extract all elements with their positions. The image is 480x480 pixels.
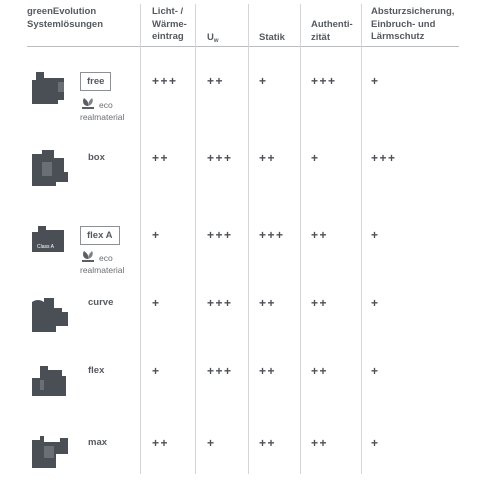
header-rule [27, 46, 459, 47]
rating-auth: +++ [311, 74, 337, 88]
box-profile-icon [28, 148, 72, 188]
header-statik [259, 32, 285, 45]
rating-statik: ++ [259, 151, 277, 165]
header-light-line1: Licht- / [152, 6, 184, 17]
header-safety [371, 6, 454, 44]
row-label-flex: flex [88, 365, 105, 376]
rating-light: ++ [152, 151, 170, 165]
header-safety-line1: Absturzsicherung, [371, 6, 455, 17]
eco-leaf-icon [80, 96, 96, 110]
rating-uw: +++ [207, 364, 233, 378]
rating-statik: ++ [259, 296, 277, 310]
rating-safety: + [371, 228, 380, 242]
header-safety-line2: Einbruch- und [371, 18, 436, 30]
rating-light: ++ [152, 436, 170, 450]
header-system-line2: Systemlösungen [27, 18, 104, 30]
rating-auth: ++ [311, 228, 329, 242]
header-statik-text: Statik [259, 32, 285, 43]
rating-light: + [152, 228, 161, 242]
rating-safety: +++ [371, 151, 397, 165]
column-divider [361, 4, 362, 474]
rating-statik: +++ [259, 228, 285, 242]
flex-a-profile-icon [28, 222, 72, 262]
rating-light: +++ [152, 74, 178, 88]
eco-word: eco [99, 100, 113, 110]
row-label-flex-a: flex A [80, 226, 120, 245]
rating-uw: + [207, 436, 216, 450]
header-light [152, 6, 187, 44]
rating-uw: +++ [207, 228, 233, 242]
rating-safety: + [371, 436, 380, 450]
rating-auth: ++ [311, 364, 329, 378]
header-system-line1: greenEvolution [27, 6, 97, 17]
header-uw-sub: w [213, 38, 219, 44]
header-safety-line3: Lärmschutz [371, 31, 425, 42]
flex-a-profile-lettering: Class A [37, 244, 54, 250]
eco-material: realmaterial [80, 112, 125, 122]
column-divider [248, 4, 249, 474]
rating-auth: ++ [311, 296, 329, 310]
eco-material: realmaterial [80, 265, 125, 275]
row-label-free: free [80, 72, 111, 91]
rating-safety: + [371, 296, 380, 310]
header-light-line2: Wärme- [152, 18, 187, 30]
eco-leaf-icon [80, 249, 96, 263]
header-system [27, 6, 103, 31]
rating-safety: + [371, 74, 380, 88]
column-divider [300, 4, 301, 474]
max-profile-icon [28, 434, 72, 474]
header-auth [311, 19, 353, 44]
rating-light: + [152, 364, 161, 378]
column-divider [195, 4, 196, 474]
rating-auth: + [311, 151, 320, 165]
eco-realmaterial-badge [80, 96, 124, 123]
rating-statik: ++ [259, 436, 277, 450]
column-divider [140, 4, 141, 474]
row-label-max: max [88, 437, 108, 448]
rating-auth: ++ [311, 436, 329, 450]
rating-safety: + [371, 364, 380, 378]
row-label-box: box [88, 152, 105, 163]
header-auth-line1: Authenti- [311, 19, 353, 30]
eco-word: eco [99, 253, 113, 263]
rating-uw: ++ [207, 74, 225, 88]
rating-light: + [152, 296, 161, 310]
header-light-line3: eintrag [152, 31, 184, 42]
free-profile-icon [28, 68, 72, 108]
header-auth-line2: zität [311, 31, 330, 43]
eco-realmaterial-badge [80, 249, 124, 276]
rating-statik: ++ [259, 364, 277, 378]
curve-profile-icon [28, 294, 72, 334]
rating-statik: + [259, 74, 268, 88]
rating-uw: +++ [207, 296, 233, 310]
row-label-curve: curve [88, 297, 114, 308]
flex-profile-icon [28, 362, 72, 402]
rating-uw: +++ [207, 151, 233, 165]
header-uw-main: U [207, 32, 214, 43]
